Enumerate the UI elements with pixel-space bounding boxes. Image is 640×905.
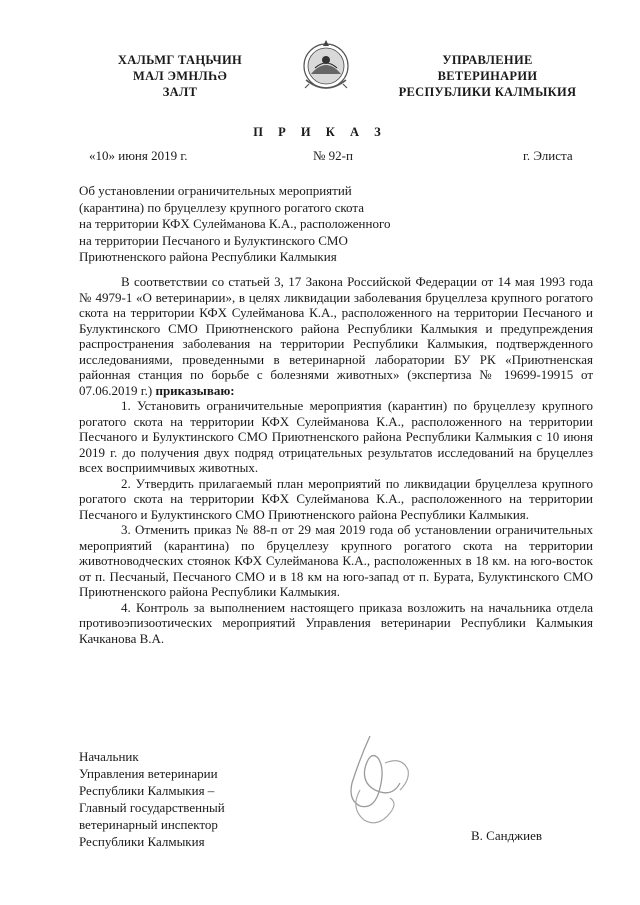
body-intro-text: В соответствии со статьей 3, 17 Закона Российской Федерации от 14 мая 1993 года № 4979-1 «О ветеринарии», в целях ликвидации заболевания бруцеллеза крупного рогатого скота на территории КФХ Сулейманова К.А., расположенного на территории Песчаного и Булуктинского СМО Приютненского района Республики Калмыкия и предупреждения распространения заболевания на территории Республики Калмыкия, подтвержденного исследованиями, проведенными в ветеринарной лаборатории БУ РК «Приютненская районная станция по борьбе с болезнями животных» (экспертиза № 19699-19915 от 07.06.2019 г.)	[79, 274, 593, 398]
document-body	[79, 274, 593, 646]
document-date: «10» июня 2019 г.	[89, 148, 188, 163]
handwritten-signature	[330, 728, 420, 833]
header-left-line: ЗАЛТ	[162, 85, 198, 99]
document-place: г. Элиста	[523, 148, 573, 163]
signatory-title-line: Управления ветеринарии	[79, 766, 218, 781]
signatory-title-line: Республики Калмыкия	[79, 834, 205, 849]
document-type-title: П Р И К А З	[253, 125, 387, 139]
header-left-org	[95, 52, 265, 100]
order-item-2: 2. Утвердить прилагаемый план мероприятий по ликвидации бруцеллеза крупного рогатого скота на территории КФХ Сулейманова К.А., расположенного на территории Песчаного и Булуктинского СМО Приютненского района Республики Калмыкия.	[79, 475, 593, 522]
document-number: № 92-п	[313, 148, 353, 163]
signatory-title-line: Главный государственный	[79, 800, 225, 815]
subject-line: Об установлении ограничительных мероприятий	[79, 183, 352, 198]
header-right-line: ВЕТЕРИНАРИИ	[437, 69, 538, 83]
signatory-title-line: Республики Калмыкия –	[79, 783, 215, 798]
body-intro-paragraph	[79, 274, 593, 398]
order-item-4: 4. Контроль за выполнением настоящего приказа возложить на начальника отдела противоэпизоотических мероприятий Управления ветеринарии Республики Калмыкия Качканова В.А.	[79, 599, 593, 646]
signer-name: В. Санджиев	[471, 828, 543, 843]
header-left-line: МАЛ ЭМНЛҺӘ	[133, 69, 227, 83]
subject-line: на территории КФХ Сулейманова К.А., расположенного	[79, 216, 391, 231]
order-item-1: 1. Установить ограничительные мероприятия (карантин) по бруцеллезу крупного рогатого скота на территории КФХ Сулейманова К.А., расположенного на территории Песчаного и Булуктинского СМО Приютненского района Республики Калмыкия с 10 июня 2019 г. до получения двух подряд отрицательных результатов исследований на бруцеллез всех восприимчивых животных.	[79, 398, 593, 475]
document-subject	[79, 183, 419, 266]
order-word: приказываю:	[155, 382, 235, 398]
order-item-3: 3. Отменить приказ № 88-п от 29 мая 2019 года об установлении ограничительных мероприятий (карантина) по бруцеллезу крупного рогатого скота на территории животноводческих стоянок КФХ Сулейманова К.А., расположенных в 18 км. на юго-восток от п. Песчаный, Песчаного СМО и в 18 км на юго-запад от п. Бурата, Булуктинского СМО Приютненского района Республики Калмыкия.	[79, 522, 593, 599]
signatory-title	[79, 748, 225, 850]
signatory-title-line: Начальник	[79, 749, 139, 764]
header-left-line: ХАЛЬМГ ТАҢЬЧИН	[117, 53, 243, 67]
subject-line: Приютненского района Республики Калмыкия	[79, 249, 337, 264]
subject-line: на территории Песчаного и Булуктинского СМО	[79, 232, 348, 248]
header-right-line: УПРАВЛЕНИЕ	[442, 53, 533, 67]
header-right-line: РЕСПУБЛИКИ КАЛМЫКИЯ	[398, 85, 577, 99]
kalmykia-emblem-icon	[301, 36, 351, 98]
subject-line: (карантина) по бруцеллезу крупного рогатого скота	[79, 199, 364, 215]
signatory-title-line: ветеринарный инспектор	[79, 817, 218, 832]
header-right-org	[385, 52, 590, 100]
